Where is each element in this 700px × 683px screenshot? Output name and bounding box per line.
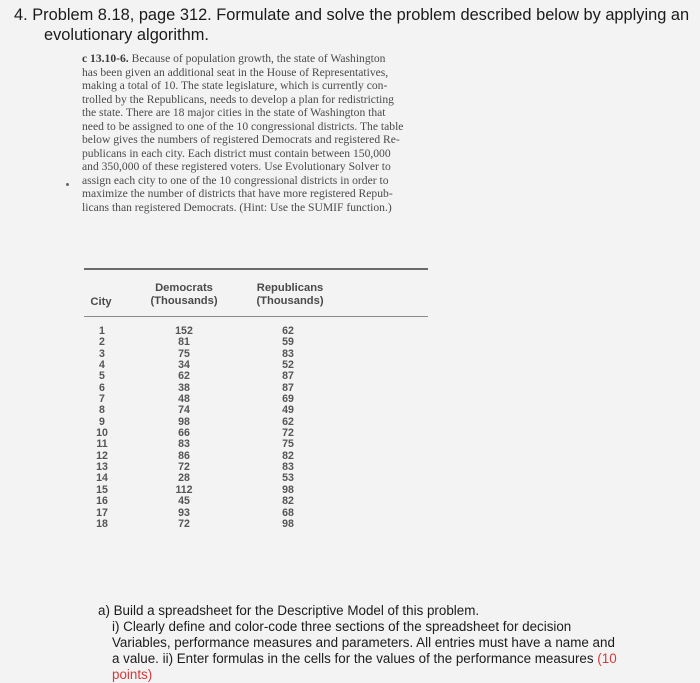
question-line-2: evolutionary algorithm.: [44, 26, 209, 44]
republicans-cell: 53: [282, 472, 294, 485]
republicans-cell: 62: [282, 325, 294, 337]
city-cell: 10: [96, 427, 108, 440]
city-cell: 4: [99, 359, 105, 372]
democrats-cell: 48: [178, 393, 190, 406]
democrats-cell: 38: [178, 381, 190, 394]
city-cell: 11: [96, 438, 108, 451]
democrats-cell: 75: [178, 347, 190, 360]
problem-number: c 13.10-6.: [82, 52, 129, 65]
republicans-cell: 83: [282, 461, 294, 474]
excerpt-line: maximize the number of districts that have more registered Repub-: [82, 187, 393, 201]
excerpt-line: publicans in each city. Each district must contain between 150,000: [82, 146, 391, 160]
city-cell: 14: [96, 472, 108, 485]
republicans-cell: 82: [282, 495, 294, 508]
excerpt-line: and 350,000 of these registered voters. Use Evolutionary Solver to: [82, 160, 391, 174]
democrats-header: Democrats (Thousands): [150, 282, 218, 307]
excerpt-line: c 13.10-6. Because of population growth, the state of Washington: [82, 52, 386, 65]
republicans-cell: 59: [282, 336, 294, 349]
republicans-cell: 72: [282, 427, 294, 440]
city-cell: 2: [99, 336, 105, 349]
city-cell: 15: [96, 483, 108, 496]
question-heading: [14, 5, 694, 45]
city-cell: 6: [99, 381, 105, 394]
democrats-cell: 152: [175, 325, 193, 337]
democrats-cell: 62: [178, 370, 190, 383]
excerpt-line: making a total of 10. The state legislature, which is currently con-: [82, 79, 388, 93]
excerpt-line: the state. There are 18 major cities in the state of Washington that: [82, 106, 386, 120]
excerpt-line: trolled by the Republicans, needs to develop a plan for redistricting: [82, 92, 394, 106]
republicans-cell: 52: [282, 359, 294, 372]
excerpt-line: below gives the numbers of registered Democrats and registered Re-: [82, 133, 400, 147]
republicans-cell: 87: [282, 370, 294, 383]
republicans-cell: 98: [282, 517, 294, 530]
task-line-1: a) Build a spreadsheet for the Descriptive Model of this problem.: [98, 603, 480, 618]
task-line-5: points): [112, 667, 153, 682]
city-cell: 17: [96, 506, 108, 519]
task-instructions: [98, 603, 688, 683]
city-cell: 8: [99, 404, 105, 417]
republicans-cell: 87: [282, 381, 294, 394]
excerpt-line: assign each city to one of the 10 congressional districts in order to: [82, 173, 389, 187]
excerpt-line: licans than registered Democrats. (Hint: Use the SUMIF function.): [82, 201, 392, 215]
democrats-column: [164, 326, 204, 530]
democrats-cell: 28: [178, 472, 190, 485]
democrats-cell: 83: [178, 438, 190, 451]
margin-dot: [66, 183, 69, 186]
republicans-cell: 82: [282, 449, 294, 462]
democrats-cell: 93: [178, 506, 190, 519]
democrats-cell: 66: [178, 427, 190, 440]
textbook-excerpt: [82, 52, 458, 215]
democrats-cell: 81: [178, 336, 190, 349]
excerpt-line: has been given an additional seat in the House of Representatives,: [82, 65, 389, 79]
republicans-cell: 62: [282, 415, 294, 428]
city-cell: 7: [99, 393, 105, 406]
democrats-cell: 72: [178, 461, 190, 474]
republicans-cell: 69: [282, 393, 294, 406]
republicans-column: [268, 326, 308, 530]
democrats-cell: 112: [175, 483, 193, 496]
city-column: [92, 326, 112, 530]
republicans-cell: 75: [282, 438, 294, 451]
table-top-rule: [84, 268, 428, 270]
excerpt-line: need to be assigned to one of the 10 congressional districts. The table: [82, 119, 404, 133]
city-cell: 1: [99, 325, 105, 337]
democrats-cell: 74: [178, 404, 190, 417]
republicans-cell: 83: [282, 347, 294, 360]
democrats-cell: 98: [178, 415, 190, 428]
city-cell: 18: [96, 517, 108, 530]
democrats-cell: 72: [178, 517, 190, 530]
city-cell: 5: [99, 370, 105, 383]
republicans-header: Republicans (Thousands): [256, 282, 324, 307]
task-line-2: i) Clearly define and color-code three sections of the spreadsheet for decision: [112, 619, 572, 634]
democrats-cell: 86: [178, 449, 190, 462]
task-line-3: Variables, performance measures and parameters. All entries must have a name and: [112, 635, 615, 650]
city-cell: 9: [99, 415, 105, 428]
city-cell: 16: [96, 495, 108, 508]
points-label: (10: [597, 651, 617, 666]
table-header-rule: [84, 316, 428, 317]
republicans-cell: 49: [282, 404, 294, 417]
question-line-1: 4. Problem 8.18, page 312. Formulate and solve the problem described below by applying an: [14, 6, 690, 24]
city-cell: 3: [99, 347, 105, 360]
city-header: City: [90, 296, 112, 308]
republicans-cell: 68: [282, 506, 294, 519]
democrats-cell: 34: [178, 359, 190, 372]
task-line-4: a value. ii) Enter formulas in the cells for the values of the performance measures (10: [112, 651, 617, 666]
city-cell: 12: [96, 449, 108, 462]
republicans-cell: 98: [282, 483, 294, 496]
city-cell: 13: [96, 461, 108, 474]
democrats-cell: 45: [178, 495, 190, 508]
